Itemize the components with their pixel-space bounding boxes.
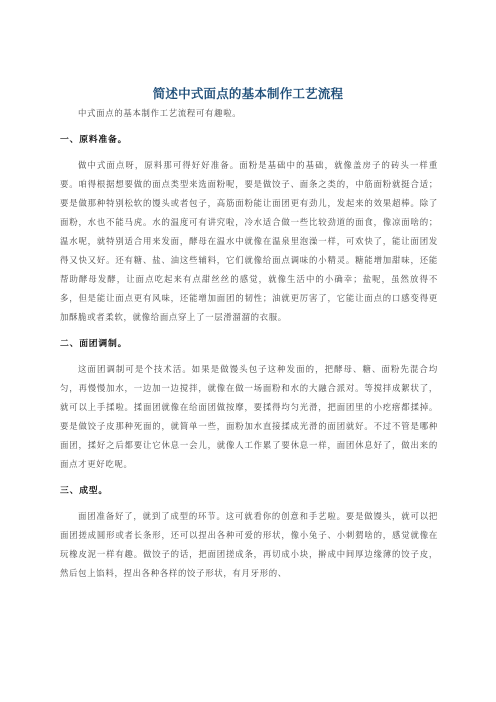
intro-paragraph: 中式面点的基本制作工艺流程可有趣啦。: [78, 108, 242, 118]
section-heading-shaping: 三、成型。: [60, 486, 108, 496]
document-body: [60, 104, 438, 583]
section-body-dough: 这面团调制可是个技术活。如果是做馒头包子这种发面的，把酵母、糖、面粉先混合均匀，再慢慢加水，一边加一边搅拌，就像在做一场面粉和水的大融合派对。等搅拌成絮状了，就可以上手揉啦。揉面团就像在给面团做按摩，要揉得均匀光滑，把面团里的小疙瘩都揉掉。要是做饺子皮那种死面的，就简单一些，面粉加水直接揉成光滑的面团就好。不过不管是哪种面团，揉好之后都要让它休息一会儿，就像人工作累了要休息一样，面团休息好了，做出来的面点才更好吃呢。: [60, 364, 438, 469]
section-heading-ingredients: 一、原料准备。: [60, 135, 128, 145]
section-heading-dough: 二、面团调制。: [60, 339, 128, 349]
document-title: 简述中式面点的基本制作工艺流程: [152, 86, 344, 101]
section-body-ingredients: 做中式面点呀，原料那可得好好准备。面粉是基础中的基础，就像盖房子的砖头一样重要。咱得根据想要做的面点类型来选面粉呢，要是做饺子、面条之类的，中筋面粉就挺合适；要是做那种特别松软的馒头或者包子，高筋面粉能让面团更有劲儿，发起来的效果超棒。除了面粉，水也不能马虎。水的温度可有讲究啦，冷水适合做一些比较劲道的面食，像凉面啥的；温水呢，就特别适合用来发面，酵母在温水中就像在温泉里泡澡一样，可欢快了，能让面团发得又快又好。还有糖、盐、油这些辅料，它们就像给面点调味的小精灵。糖能增加甜味，还能帮助酵母发酵，让面点吃起来有点甜丝丝的感觉，就像生活中的小确幸；盐呢，虽然放得不多，但是能让面点更有风味，还能增加面团的韧性；油就更厉害了，它能让面点的口感变得更加酥脆或者柔软，就像给面点穿上了一层滑溜溜的衣服。: [60, 160, 438, 322]
section-body-shaping: 面团准备好了，就到了成型的环节。这可就看你的创意和手艺啦。要是做馒头，就可以把面团搓成圆形或者长条形，还可以捏出各种可爱的形状，像小兔子、小刺猬啥的，感觉就像在玩橡皮泥一样有趣。做饺子的话，把面团搓成条，再切成小块，擀成中间厚边缘薄的饺子皮，然后包上馅料，捏出各种各样的饺子形状，有月牙形的、: [60, 511, 438, 578]
